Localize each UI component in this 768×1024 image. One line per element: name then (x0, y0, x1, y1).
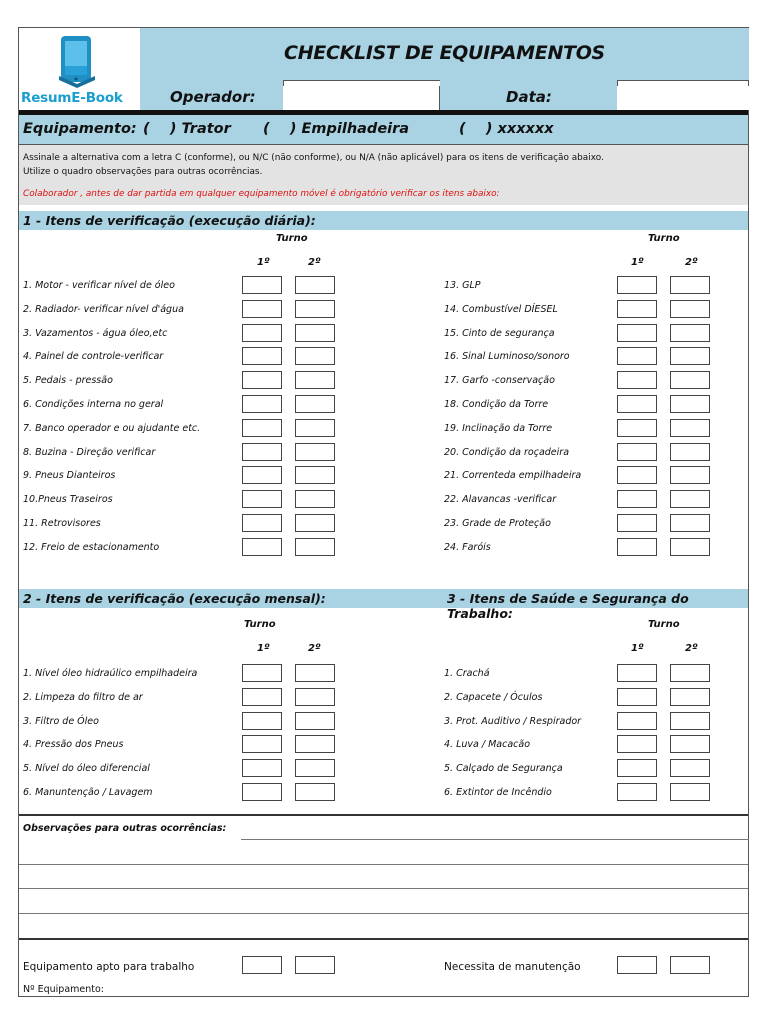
check-item-label: 4. Painel de controle-verificar (23, 351, 164, 363)
section2-title: 2 - Itens de verificação (execução mensal): (23, 591, 326, 606)
check-box-turno-2[interactable] (670, 538, 710, 556)
check-item-label: 5. Pedais - pressão (23, 375, 113, 387)
check-box-turno-2[interactable] (295, 664, 335, 682)
check-box-turno-2[interactable] (295, 371, 335, 389)
check-box-turno-1[interactable] (242, 712, 282, 730)
check-box-turno-2[interactable] (295, 419, 335, 437)
check-box-turno-1[interactable] (242, 490, 282, 508)
section23-bar (19, 589, 748, 621)
check-item-label: 2. Radiador- verificar nível d'água (23, 303, 184, 315)
check-box-turno-2[interactable] (670, 664, 710, 682)
check-box-turno-2[interactable] (670, 735, 710, 753)
check-box-turno-1[interactable] (242, 466, 282, 484)
manutencao-box-1[interactable] (617, 956, 657, 974)
n-equipamento-label: Nº Equipamento: (23, 984, 105, 995)
apto-label: Equipamento apto para trabalho (23, 961, 195, 973)
warning-text: Colaborador , antes de dar partida em qualquer equipamento móvel é obrigatório verificar os itens abaixo: (23, 189, 500, 199)
section3-title: 3 - Itens de Saúde e Segurança do Trabalho: (447, 591, 689, 621)
check-box-turno-1[interactable] (242, 514, 282, 532)
check-item-label: 5. Calçado de Segurança (444, 763, 563, 775)
data-label: Data: (506, 88, 552, 106)
check-item-label: 24. Faróis (444, 541, 491, 553)
check-item-label: 18. Condição da Torre (444, 399, 549, 410)
operador-input[interactable] (283, 86, 440, 110)
option-trator[interactable]: ( ) Trator (143, 121, 231, 137)
check-box-turno-2[interactable] (670, 419, 710, 437)
check-box-turno-1[interactable] (617, 735, 657, 753)
check-item-label: 1. Crachá (444, 668, 490, 679)
check-box-turno-2[interactable] (670, 276, 710, 294)
check-box-turno-2[interactable] (670, 466, 710, 484)
check-item-label: 21. Correnteda empilhadeira (444, 470, 582, 482)
check-box-turno-2[interactable] (670, 300, 710, 318)
check-box-turno-2[interactable] (670, 347, 710, 365)
check-item-label: 13. GLP (444, 280, 481, 291)
check-box-turno-2[interactable] (670, 490, 710, 508)
check-item-label: 10.Pneus Traseiros (23, 494, 113, 506)
check-box-turno-2[interactable] (295, 443, 335, 461)
logo-text: ResumE-Book (21, 90, 123, 106)
operador-label: Operador: (170, 88, 256, 106)
instructions-box (19, 145, 748, 205)
check-box-turno-1[interactable] (242, 688, 282, 706)
check-box-turno-1[interactable] (617, 514, 657, 532)
check-item-label: 3. Vazamentos - água óleo,etc (23, 327, 168, 339)
obs-line-3[interactable] (19, 888, 748, 889)
check-box-turno-2[interactable] (670, 759, 710, 777)
equipamento-label: Equipamento: (23, 121, 137, 137)
check-box-turno-1[interactable] (617, 395, 657, 413)
check-item-label: 6. Extintor de Incêndio (444, 787, 552, 798)
check-box-turno-1[interactable] (242, 324, 282, 342)
check-box-turno-1[interactable] (617, 783, 657, 801)
check-item-label: 15. Cinto de segurança (444, 327, 555, 339)
check-item-label: 14. Combustível DÍESEL (444, 303, 558, 315)
check-item-label: 1. Nível óleo hidraúlico empilhadeira (23, 668, 198, 679)
check-box-turno-2[interactable] (295, 300, 335, 318)
apto-box-2[interactable] (295, 956, 335, 974)
check-box-turno-2[interactable] (295, 490, 335, 508)
shift1-right-2: 1º (631, 643, 644, 654)
check-item-label: 16. Sinal Luminoso/sonoro (444, 351, 570, 363)
check-box-turno-2[interactable] (295, 324, 335, 342)
section1-title: 1 - Itens de verificação (execução diária): (23, 213, 316, 228)
check-box-turno-1[interactable] (242, 395, 282, 413)
check-box-turno-2[interactable] (295, 514, 335, 532)
check-item-label: 6. Condições interna no geral (23, 399, 164, 410)
instruction-line-2: Utilize o quadro observações para outras ocorrências. (23, 167, 263, 177)
shift1-left-2: 1º (257, 643, 270, 654)
turno-header-right: Turno (648, 233, 680, 244)
check-item-label: 8. Buzina - Direção verificar (23, 446, 156, 458)
check-box-turno-2[interactable] (295, 688, 335, 706)
apto-box-1[interactable] (242, 956, 282, 974)
title-bar (140, 28, 749, 81)
check-box-turno-1[interactable] (242, 538, 282, 556)
check-box-turno-1[interactable] (242, 664, 282, 682)
check-box-turno-2[interactable] (295, 538, 335, 556)
check-item-label: 4. Luva / Macacão (444, 739, 531, 751)
check-item-label: 2. Limpeza do filtro de ar (23, 691, 143, 703)
equipamento-bar (19, 115, 748, 145)
check-box-turno-2[interactable] (295, 276, 335, 294)
check-item-label: 4. Pressão dos Pneus (23, 739, 124, 751)
check-box-turno-1[interactable] (617, 466, 657, 484)
check-item-label: 3. Prot. Auditivo / Respirador (444, 715, 582, 727)
check-box-turno-2[interactable] (670, 712, 710, 730)
shift2-right: 2º (685, 257, 698, 268)
check-box-turno-2[interactable] (670, 783, 710, 801)
check-box-turno-2[interactable] (295, 712, 335, 730)
page-title: CHECKLIST DE EQUIPAMENTOS (284, 42, 605, 64)
turno-header-right-2: Turno (648, 619, 680, 630)
shift1-right: 1º (631, 257, 644, 268)
check-box-turno-1[interactable] (242, 371, 282, 389)
check-box-turno-1[interactable] (617, 759, 657, 777)
check-box-turno-1[interactable] (617, 712, 657, 730)
check-box-turno-2[interactable] (295, 395, 335, 413)
turno-header-left-2: Turno (244, 619, 276, 630)
obs-line-1[interactable] (241, 839, 749, 840)
check-box-turno-2[interactable] (295, 347, 335, 365)
option-empilhadeira[interactable]: ( ) Empilhadeira (263, 121, 410, 137)
check-box-turno-1[interactable] (617, 276, 657, 294)
check-box-turno-1[interactable] (242, 300, 282, 318)
check-box-turno-2[interactable] (295, 759, 335, 777)
observacoes-top-rule (19, 814, 748, 816)
shift2-right-2: 2º (685, 643, 698, 654)
check-box-turno-1[interactable] (242, 419, 282, 437)
obs-line-2[interactable] (19, 864, 748, 865)
check-box-turno-1[interactable] (617, 347, 657, 365)
logo (19, 28, 141, 110)
shift1-left: 1º (257, 257, 270, 268)
check-box-turno-2[interactable] (670, 371, 710, 389)
check-box-turno-1[interactable] (617, 300, 657, 318)
instruction-line-1: Assinale a alternativa com a letra C (conforme), ou N/C (não conforme), ou N/A (não aplicável) para os itens de verificação abaixo. (23, 153, 604, 163)
check-item-label: 11. Retrovisores (23, 518, 101, 529)
observacoes-label: Observações para outras ocorrências: (23, 823, 227, 834)
check-box-turno-1[interactable] (242, 276, 282, 294)
check-box-turno-1[interactable] (617, 419, 657, 437)
check-item-label: 2. Capacete / Óculos (444, 691, 543, 703)
check-box-turno-2[interactable] (295, 466, 335, 484)
check-box-turno-1[interactable] (617, 371, 657, 389)
check-item-label: 20. Condição da roçadeira (444, 446, 570, 458)
check-box-turno-2[interactable] (670, 324, 710, 342)
check-box-turno-1[interactable] (617, 324, 657, 342)
data-input[interactable] (617, 86, 749, 110)
check-item-label: 12. Freio de estacionamento (23, 541, 160, 553)
check-item-label: 5. Nível do óleo diferencial (23, 763, 150, 775)
check-box-turno-1[interactable] (617, 664, 657, 682)
check-box-turno-1[interactable] (617, 490, 657, 508)
check-item-label: 1. Motor - verificar nível de óleo (23, 280, 175, 291)
check-box-turno-2[interactable] (670, 395, 710, 413)
turno-header-left: Turno (276, 233, 308, 244)
check-box-turno-1[interactable] (617, 688, 657, 706)
check-item-label: 22. Alavancas -verificar (444, 494, 557, 506)
check-item-label: 7. Banco operador e ou ajudante etc. (23, 422, 201, 434)
shift2-left-2: 2º (308, 643, 321, 654)
check-box-turno-2[interactable] (295, 735, 335, 753)
check-box-turno-2[interactable] (670, 688, 710, 706)
check-item-label: 23. Grade de Proteção (444, 518, 551, 529)
check-item-label: 6. Manuntenção / Lavagem (23, 787, 153, 798)
data-label-cell (440, 80, 618, 110)
option-xxxxxx[interactable]: ( ) xxxxxx (459, 121, 554, 137)
check-item-label: 17. Garfo -conservação (444, 375, 555, 387)
manutencao-label: Necessita de manutenção (444, 961, 581, 973)
check-item-label: 3. Filtro de Óleo (23, 715, 99, 727)
check-box-turno-1[interactable] (242, 735, 282, 753)
check-item-label: 19. Inclinação da Torre (444, 422, 553, 434)
check-box-turno-1[interactable] (242, 443, 282, 461)
checklist-sheet (18, 27, 749, 997)
check-box-turno-2[interactable] (670, 514, 710, 532)
manutencao-box-2[interactable] (670, 956, 710, 974)
footer-top-rule (19, 938, 748, 940)
check-box-turno-2[interactable] (670, 443, 710, 461)
obs-line-4[interactable] (19, 913, 748, 914)
check-box-turno-1[interactable] (617, 538, 657, 556)
operador-label-cell (140, 80, 284, 110)
check-box-turno-1[interactable] (242, 347, 282, 365)
check-box-turno-2[interactable] (295, 783, 335, 801)
shift2-left: 2º (308, 257, 321, 268)
book-tablet-icon (57, 34, 99, 88)
check-box-turno-1[interactable] (617, 443, 657, 461)
section1-bar (19, 211, 748, 230)
check-item-label: 9. Pneus Dianteiros (23, 470, 116, 482)
check-box-turno-1[interactable] (242, 759, 282, 777)
check-box-turno-1[interactable] (242, 783, 282, 801)
